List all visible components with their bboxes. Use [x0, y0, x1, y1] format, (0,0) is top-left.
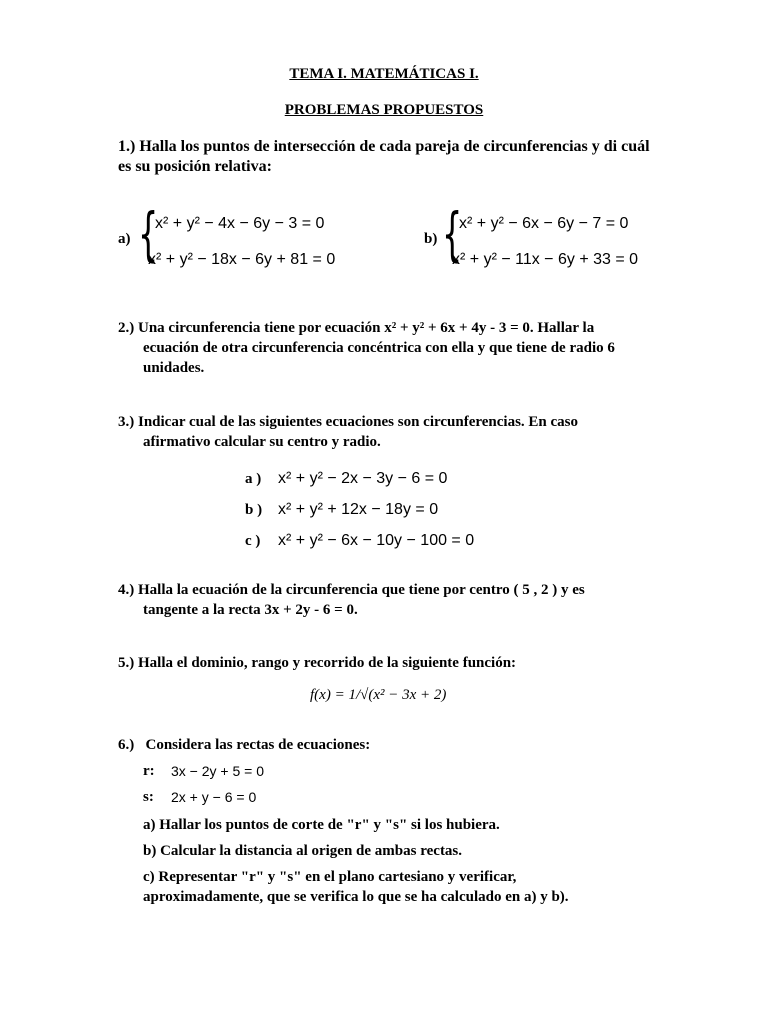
problem-1-b-equation-2: x² + y² − 11x − 6y + 33 = 0	[452, 251, 639, 268]
problem-6-item-b: b) Calcular la distancia al origen de ambas rectas.	[143, 843, 463, 859]
problem-2-text-line-2: ecuación de otra circunferencia concéntrica con ella y que tiene de radio 6	[143, 340, 615, 356]
problem-2-text-line-1: 2.) Una circunferencia tiene por ecuación x² + y² + 6x + 4y - 3 = 0. Hallar la	[118, 320, 595, 336]
problem-1-a-equation-2: x² + y² − 18x − 6y + 81 = 0	[148, 251, 336, 268]
line-r-label: r:	[143, 763, 155, 779]
line-r-equation: 3x − 2y + 5 = 0	[171, 763, 265, 779]
problem-3-b-label: b )	[245, 502, 263, 518]
problem-3-text-line-1: 3.) Indicar cual de las siguientes ecuaciones son circunferencias. En caso	[118, 414, 579, 430]
left-brace-icon: {	[442, 200, 463, 268]
problem-3-a-label: a )	[245, 471, 262, 487]
problem-1-b-equation-1: x² + y² − 6x − 6y − 7 = 0	[459, 215, 629, 232]
problem-1-text-line-2: es su posición relativa:	[118, 158, 272, 175]
problem-1-a-equation-1: x² + y² − 4x − 6y − 3 = 0	[155, 215, 325, 232]
line-s-equation: 2x + y − 6 = 0	[171, 789, 257, 805]
problem-6-item-a: a) Hallar los puntos de corte de "r" y "s" si los hubiera.	[143, 817, 500, 833]
problem-4-text-line-1: 4.) Halla la ecuación de la circunferencia que tiene por centro ( 5 , 2 ) y es	[118, 582, 585, 598]
problem-4-text-line-2: tangente a la recta 3x + 2y - 6 = 0.	[143, 602, 358, 618]
left-brace-icon: {	[138, 200, 159, 268]
problem-3-c-equation: x² + y² − 6x − 10y − 100 = 0	[278, 532, 475, 549]
line-s-label: s:	[143, 789, 154, 805]
problem-1-a-label: a)	[118, 231, 131, 247]
problem-2-text-line-3: unidades.	[143, 360, 205, 376]
problem-3-c-label: c )	[245, 533, 261, 549]
problem-5-text-line-1: 5.) Halla el dominio, rango y recorrido de la siguiente función:	[118, 655, 517, 671]
problem-6-item-c-line-1: c) Representar "r" y "s" en el plano cartesiano y verificar,	[143, 869, 517, 885]
page-subtitle: PROBLEMAS PROPUESTOS	[284, 102, 484, 118]
problem-6-item-c-line-2: aproximadamente, que se verifica lo que se ha calculado en a) y b).	[143, 889, 569, 905]
problem-3-text-line-2: afirmativo calcular su centro y radio.	[143, 434, 381, 450]
problem-1-text-line-1: 1.) Halla los puntos de intersección de cada pareja de circunferencias y di cuál	[118, 138, 650, 155]
problem-5-formula: f(x) = 1/√(x² − 3x + 2)	[310, 687, 447, 703]
problem-6-text-line-1: 6.) Considera las rectas de ecuaciones:	[118, 737, 371, 753]
page-title: TEMA I. MATEMÁTICAS I.	[289, 66, 479, 82]
problem-1-b-label: b)	[424, 231, 438, 247]
problem-3-b-equation: x² + y² + 12x − 18y = 0	[278, 501, 439, 518]
problem-3-a-equation: x² + y² − 2x − 3y − 6 = 0	[278, 470, 448, 487]
